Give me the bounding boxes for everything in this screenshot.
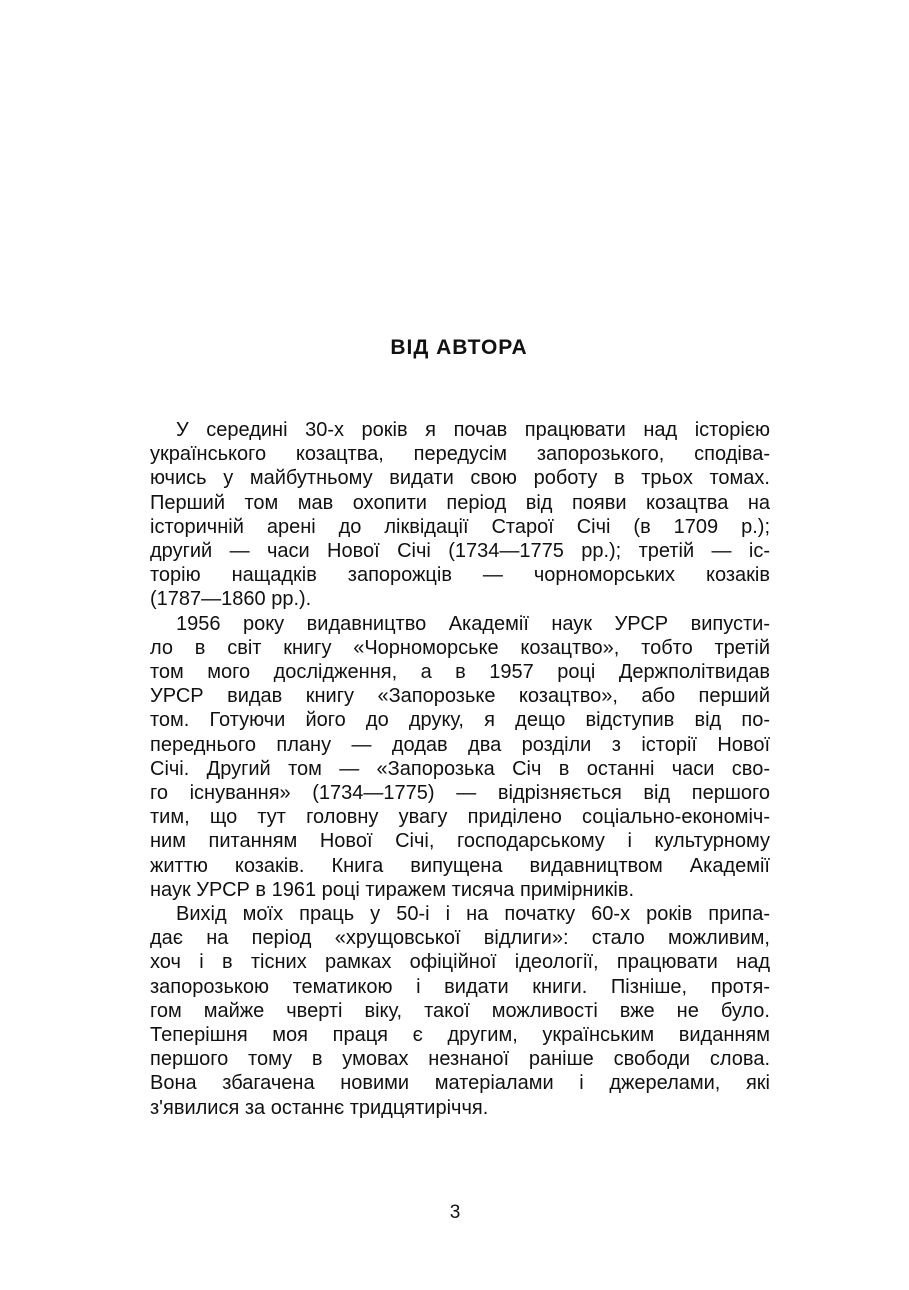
text-line: Вихід моїх праць у 50-і і на початку 60-х років припа- — [176, 903, 770, 926]
text-line: Перший том мав охопити період від появи козацтва на — [150, 491, 770, 514]
body-text — [150, 418, 770, 1120]
text-line: го існування» (1734—1775) — відрізняється від першого — [150, 782, 770, 805]
text-line: другий — часи Нової Січі (1734—1775 рр.); третій — іс- — [150, 540, 770, 563]
text-line: Вона збагачена новими матеріалами і джерелами, які — [150, 1072, 770, 1095]
text-line: дає на період «хрущовської відлиги»: стало можливим, — [150, 927, 770, 950]
paragraph-3 — [150, 902, 770, 1120]
text-line: життю козаків. Книга випущена видавництвом Академії — [150, 854, 770, 877]
text-line: 1956 року видавництво Академії наук УРСР випусти- — [176, 612, 770, 635]
paragraph-1 — [150, 418, 770, 612]
text-line: (1787—1860 рр.). — [150, 588, 312, 611]
text-line: ним питанням Нової Січі, господарському і культурному — [150, 830, 770, 853]
text-line: том мого дослідження, а в 1957 році Держполітвидав — [150, 661, 770, 684]
text-line: переднього плану — додав два розділи з історії Нової — [150, 733, 770, 756]
text-line: торію нащадків запорожців — чорноморських козаків — [150, 564, 770, 587]
text-line: з'явилися за останнє тридцятиріччя. — [150, 1096, 489, 1119]
text-line: історичній арені до ліквідації Старої Січі (в 1709 р.); — [150, 515, 770, 538]
text-line: тим, що тут головну увагу приділено соціально-економіч- — [150, 806, 770, 829]
text-line: українського козацтва, передусім запорозького, сподіва- — [150, 443, 770, 466]
text-line: ло в світ книгу «Чорноморське козацтво», тобто третій — [150, 636, 770, 659]
text-line: запорозькою тематикою і видати книги. Пізніше, протя- — [150, 975, 770, 998]
paragraph-2 — [150, 612, 770, 902]
text-line: наук УРСР в 1961 році тиражем тисяча примірників. — [150, 878, 635, 901]
text-line: першого тому в умовах незнаної раніше свободи слова. — [150, 1048, 770, 1071]
text-line: ючись у майбутньому видати свою роботу в трьох томах. — [150, 467, 770, 490]
text-line: Січі. Другий том — «Запорозька Січ в останні часи сво- — [150, 757, 770, 780]
text-line: гом майже чверті віку, такої можливості вже не було. — [150, 999, 770, 1022]
text-line: УРСР видав книгу «Запорозьке козацтво», або перший — [150, 685, 770, 708]
text-line: хоч і в тісних рамках офіційної ідеології, працювати над — [150, 951, 770, 974]
page-number: 3 — [449, 1202, 461, 1223]
text-line: том. Готуючи його до друку, я дещо відступив від по- — [150, 709, 770, 732]
text-line: У середині 30-х років я почав працювати над історією — [176, 419, 770, 441]
section-heading: ВІД АВТОРА — [390, 336, 528, 359]
text-line: Теперішня моя праця є другим, українським виданням — [150, 1024, 770, 1047]
